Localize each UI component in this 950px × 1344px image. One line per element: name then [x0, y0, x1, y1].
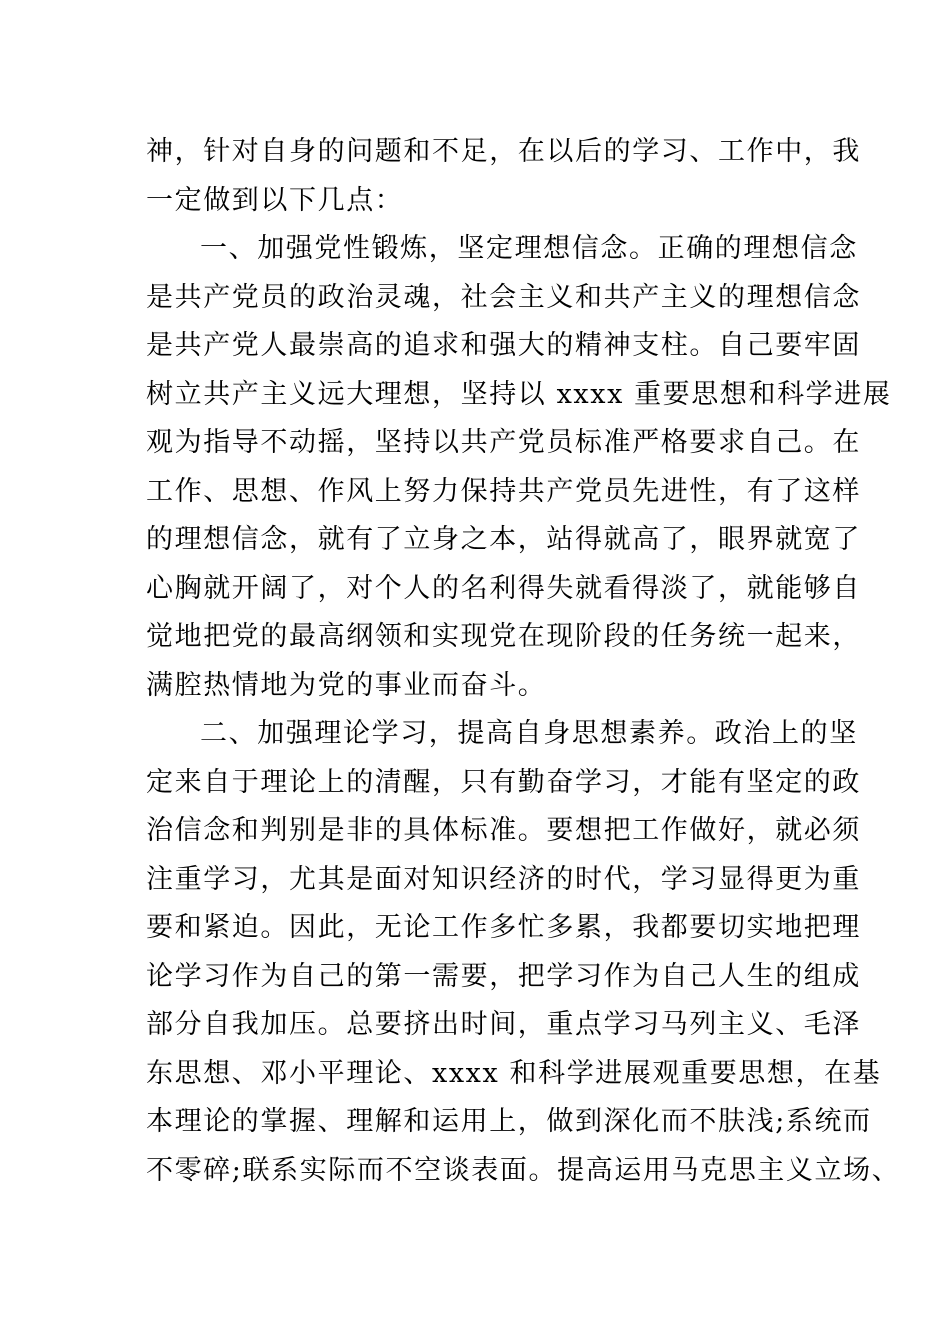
text-line: 部分自我加压。总要挤出时间，重点学习马列主义、毛泽 — [146, 1009, 861, 1040]
text-line: 治信念和判别是非的具体标准。要想把工作做好，就必须 — [146, 815, 861, 846]
text-line: 神，针对自身的问题和不足，在以后的学习、工作中，我 — [146, 136, 861, 167]
text-line: 论学习作为自己的第一需要，把学习作为自己人生的组成 — [146, 960, 861, 992]
text-line: 是共产党人最崇高的追求和强大的精神支柱。自己要牢固 — [146, 330, 861, 361]
text-line: 定来自于理论上的清醒，只有勤奋学习，才能有坚定的政 — [146, 766, 861, 798]
text-line: 的理想信念，就有了立身之本，站得就高了，眼界就宽了 — [146, 524, 861, 555]
text-line: 工作、思想、作风上努力保持共产党员先进性，有了这样 — [146, 475, 861, 507]
text-line: 树立共产主义远大理想，坚持以 xxxx 重要思想和科学进展 — [146, 378, 892, 410]
text-line: 一定做到以下几点： — [146, 184, 404, 216]
text-line: 观为指导不动摇，坚持以共产党员标准严格要求自己。在 — [146, 427, 861, 458]
paragraph-heading-line: 二、加强理论学习，提高自身思想素养。政治上的坚 — [200, 718, 858, 749]
body-text — [146, 128, 901, 1195]
text-line: 注重学习，尤其是面对知识经济的时代，学习显得更为重 — [146, 863, 861, 895]
text-line: 本理论的掌握、理解和运用上，做到深化而不肤浅;系统而 — [146, 1106, 872, 1137]
text-line: 满腔热情地为党的事业而奋斗。 — [146, 669, 547, 701]
text-line: 觉地把党的最高纲领和实现党在现阶段的任务统一起来， — [146, 621, 861, 652]
paragraph-heading-line: 一、加强党性锻炼，坚定理想信念。正确的理想信念 — [200, 233, 858, 264]
text-line: 东思想、邓小平理论、xxxx 和科学进展观重要思想，在基 — [146, 1057, 882, 1089]
text-line: 心胸就开阔了，对个人的名利得失就看得淡了，就能够自 — [146, 572, 861, 604]
text-line: 不零碎;联系实际而不空谈表面。提高运用马克思主义立场、 — [146, 1154, 901, 1186]
text-line: 是共产党员的政治灵魂，社会主义和共产主义的理想信念 — [146, 281, 861, 313]
text-line: 要和紧迫。因此，无论工作多忙多累，我都要切实地把理 — [146, 912, 861, 943]
